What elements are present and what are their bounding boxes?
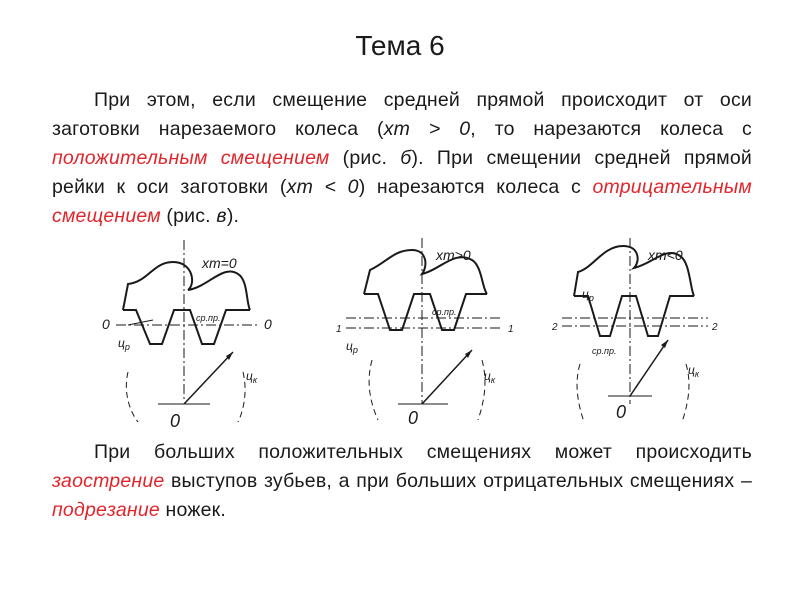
line-label-right: 1	[508, 324, 514, 335]
figure-ref-c: в	[216, 205, 227, 227]
formula-positive: xm > 0	[383, 118, 471, 140]
circle-label: $ц_к$	[688, 363, 700, 379]
figure-c-negative-shift	[548, 232, 738, 432]
line-label-left: 0	[102, 316, 110, 332]
center-label: 0	[408, 408, 419, 428]
circle-label: $ц_к$	[246, 369, 258, 385]
text: ).	[226, 205, 240, 227]
pitch-radius-label: $ц_р$	[582, 287, 594, 303]
paragraph-intro	[52, 86, 752, 231]
line-label-right: 0	[264, 316, 272, 332]
shift-label: xm<0	[648, 247, 683, 263]
term-sharpening: заострение	[52, 470, 165, 492]
line-label-right: 2	[712, 322, 718, 333]
pitch-radius-label: $ц_р$	[346, 339, 358, 355]
text: , то нарезаются колеса с	[470, 118, 752, 140]
mid-line-label: ср.пр.	[592, 346, 617, 356]
shift-label: xm=0	[202, 255, 237, 271]
figure-b-positive-shift	[332, 232, 522, 432]
text: (рис.	[329, 147, 401, 169]
text: выступов зубьев, а при больших отрицательных смещениях –	[164, 470, 752, 492]
figure-a-zero-shift	[98, 232, 288, 432]
term-undercut: подрезание	[52, 499, 160, 521]
text: ) нарезаются колеса с	[358, 176, 593, 198]
formula-negative: xm < 0	[286, 176, 359, 198]
term-negative-shift: отрицательным смещением	[52, 176, 752, 227]
text: При больших положительных смещениях может происходить	[94, 441, 752, 463]
line-label-left: 2	[552, 322, 558, 333]
term-positive-shift: положительным смещением	[52, 147, 330, 169]
circle-label: $ц_к$	[484, 369, 496, 385]
center-label: 0	[170, 411, 181, 431]
text: ножек.	[159, 499, 226, 521]
line-label-left: 1	[336, 324, 342, 335]
mid-line-label: ср.пр.	[196, 313, 221, 323]
shift-label: xm>0	[436, 247, 471, 263]
paragraph-conclusion	[52, 438, 752, 525]
slide-title: Тема 6	[355, 30, 445, 61]
figure-ref-b: б	[400, 147, 412, 169]
center-label: 0	[616, 402, 627, 422]
mid-line-label: ср.пр.	[432, 307, 457, 317]
text: ). При смещении средней прямой рейки к оси заготовки (	[52, 147, 752, 198]
pitch-radius-label: $ц_р$	[118, 336, 130, 352]
text: (рис.	[160, 205, 217, 227]
text: При этом, если смещение средней прямой происходит от оси заготовки нарезаемого колеса (	[52, 89, 752, 140]
